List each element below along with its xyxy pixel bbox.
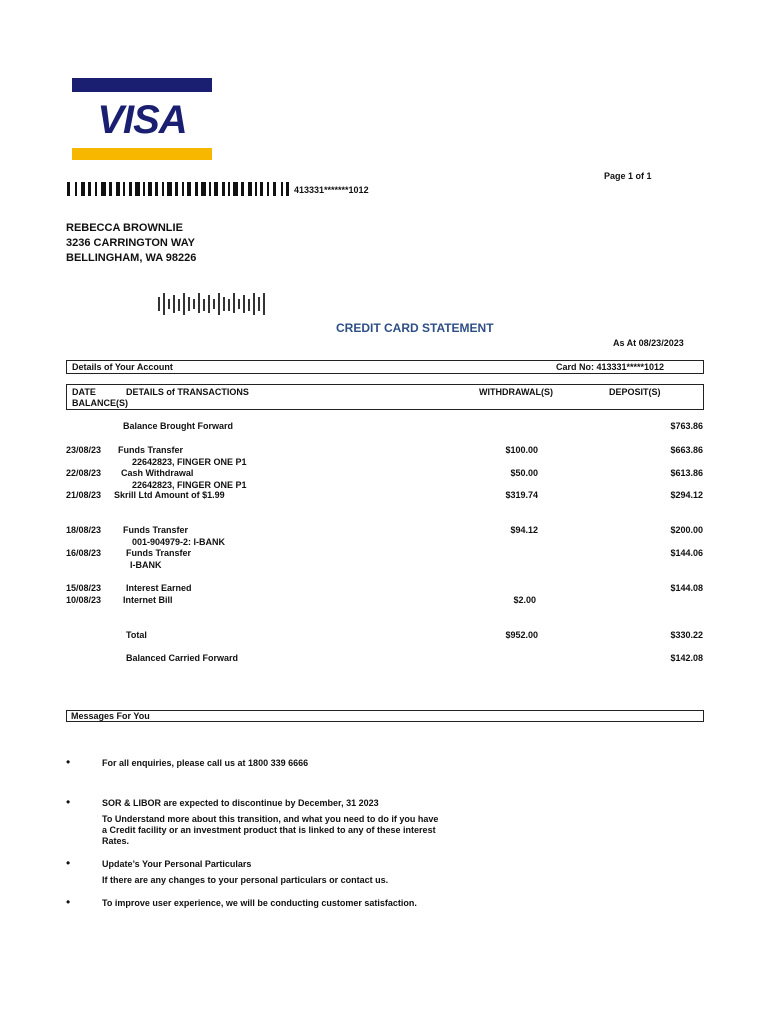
- txn-date: 18/08/23: [66, 525, 102, 535]
- card-number: Card No: 413331*****1012: [556, 362, 665, 372]
- col-deposits: DEPOSIT(S): [609, 387, 661, 397]
- txn-balance: $663.86: [670, 445, 703, 455]
- txn-withdrawal: $94.12: [510, 525, 538, 535]
- txn-date: 21/08/23: [66, 490, 102, 500]
- message-libor: SOR & LIBOR are expected to discontinue by December, 31 2023: [102, 798, 379, 808]
- txn-desc: Funds Transfer: [126, 548, 192, 558]
- col-withdrawals: WITHDRAWAL(S): [479, 387, 553, 397]
- txn-desc: Internet Bill: [123, 595, 173, 605]
- table-header: [66, 384, 704, 410]
- txn-date: 23/08/23: [66, 445, 102, 455]
- txn-desc: Cash Withdrawal: [121, 468, 194, 478]
- account-details-box: [66, 360, 704, 374]
- txn-withdrawal: $2.00: [513, 595, 536, 605]
- txn-balance: $294.12: [670, 490, 703, 500]
- messages-box: [66, 710, 704, 722]
- logo-top-bar: [72, 78, 212, 92]
- txn-balance: $613.86: [670, 468, 703, 478]
- col-balances: BALANCE(S): [72, 398, 128, 408]
- postal-barcode-icon: [158, 293, 266, 315]
- txn-withdrawal: $50.00: [510, 468, 538, 478]
- txn-sub: 22642823, FINGER ONE P1: [132, 480, 247, 490]
- message-satisfaction: To improve user experience, we will be conducting customer satisfaction.: [102, 898, 417, 908]
- bullet-icon: •: [66, 755, 71, 769]
- statement-date: As At 08/23/2023: [613, 338, 684, 348]
- txn-balance: $144.08: [670, 583, 703, 593]
- txn-withdrawal: $100.00: [505, 445, 538, 455]
- txn-desc: Interest Earned: [126, 583, 192, 593]
- bullet-icon: •: [66, 795, 71, 809]
- page-number: Page 1 of 1: [604, 171, 652, 181]
- txn-sub: I-BANK: [130, 560, 162, 570]
- message-libor-detail-3: Rates.: [102, 836, 130, 846]
- carried-forward-label: Balanced Carried Forward: [126, 653, 239, 663]
- carried-forward-amount: $142.08: [670, 653, 703, 663]
- txn-balance: $144.06: [670, 548, 703, 558]
- total-deposit: $330.22: [670, 630, 703, 640]
- message-enquiries: For all enquiries, please call us at 1800 339 6666: [102, 758, 309, 768]
- message-particulars-detail: If there are any changes to your personal particulars or contact us.: [102, 875, 389, 885]
- visa-logo: [72, 78, 212, 160]
- card-reference: 413331*******1012: [294, 185, 369, 195]
- statement-title: CREDIT CARD STATEMENT: [336, 321, 494, 335]
- col-details: DETAILS of TRANSACTIONS: [126, 387, 249, 397]
- total-label: Total: [126, 630, 147, 640]
- balance-forward-amount: $763.86: [670, 421, 703, 431]
- message-particulars: Update’s Your Personal Particulars: [102, 859, 252, 869]
- txn-date: 10/08/23: [66, 595, 102, 605]
- total-withdrawal: $952.00: [505, 630, 538, 640]
- col-date: DATE: [72, 387, 96, 397]
- recipient-city: BELLINGHAM, WA 98226: [66, 252, 197, 264]
- recipient-street: 3236 CARRINGTON WAY: [66, 237, 195, 249]
- txn-sub: 001-904979-2: I-BANK: [132, 537, 226, 547]
- logo-wordmark: VISA: [97, 98, 187, 142]
- balance-forward-label: Balance Brought Forward: [123, 421, 234, 431]
- bullet-icon: •: [66, 895, 71, 909]
- barcode-icon: [67, 182, 289, 196]
- txn-date: 15/08/23: [66, 583, 102, 593]
- txn-balance: $200.00: [670, 525, 703, 535]
- message-libor-detail-1: To Understand more about this transition, and what you need to do if you have: [102, 814, 439, 824]
- message-libor-detail-2: a Credit facility or an investment product that is linked to any of these interest: [102, 825, 436, 835]
- account-details-label: Details of Your Account: [72, 362, 173, 372]
- txn-withdrawal: $319.74: [505, 490, 538, 500]
- logo-bottom-bar: [72, 148, 212, 160]
- txn-date: 22/08/23: [66, 468, 102, 478]
- txn-sub: 22642823, FINGER ONE P1: [132, 457, 247, 467]
- txn-desc: Skrill Ltd Amount of $1.99: [114, 490, 225, 500]
- txn-desc: Funds Transfer: [123, 525, 189, 535]
- txn-desc: Funds Transfer: [118, 445, 184, 455]
- recipient-name: REBECCA BROWNLIE: [66, 222, 183, 234]
- txn-date: 16/08/23: [66, 548, 102, 558]
- messages-header: Messages For You: [71, 711, 150, 721]
- bullet-icon: •: [66, 856, 71, 870]
